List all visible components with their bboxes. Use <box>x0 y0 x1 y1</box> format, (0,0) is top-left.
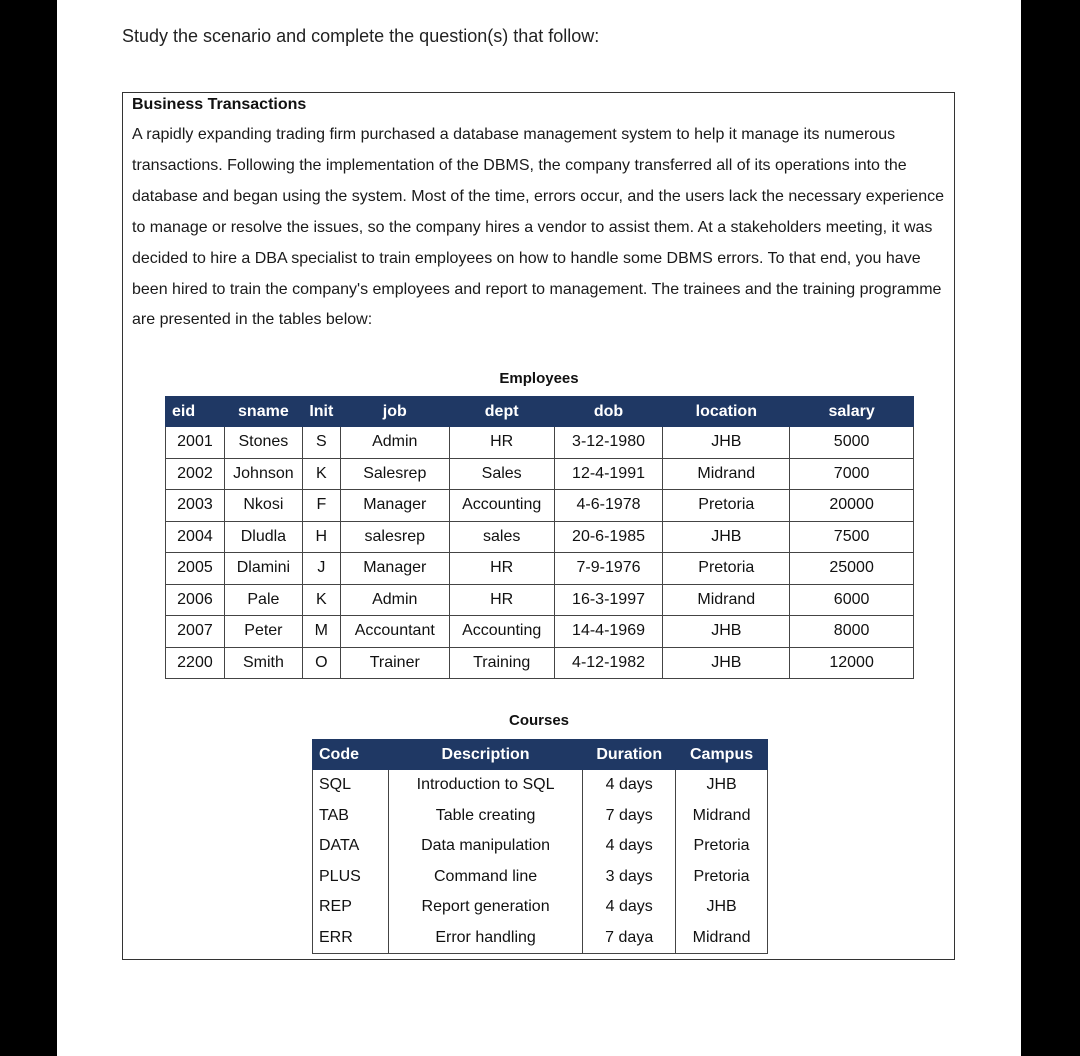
table-cell: K <box>302 458 340 490</box>
table-cell: HR <box>449 553 554 585</box>
table-cell: 4-6-1978 <box>554 490 663 522</box>
table-row <box>313 923 768 954</box>
courses-table <box>312 739 768 954</box>
table-cell: 3-12-1980 <box>554 427 663 459</box>
table-cell: Midrand <box>663 584 790 616</box>
table-row <box>313 862 768 893</box>
intro-text: Study the scenario and complete the question(s) that follow: <box>122 26 600 46</box>
table-cell: 20000 <box>790 490 914 522</box>
courses-header-description: Description <box>388 740 582 770</box>
table-row <box>166 458 914 490</box>
table-cell: DATA <box>313 831 389 862</box>
table-cell: TAB <box>313 801 389 832</box>
courses-caption: Courses <box>508 712 570 729</box>
employees-table <box>165 396 914 679</box>
employees-header-location: location <box>663 397 790 427</box>
table-cell: Introduction to SQL <box>388 770 582 801</box>
table-cell: Pale <box>224 584 302 616</box>
table-row <box>166 427 914 459</box>
table-cell: Stones <box>224 427 302 459</box>
table-cell: 8000 <box>790 616 914 648</box>
table-cell: JHB <box>676 770 768 801</box>
courses-header-campus: Campus <box>676 740 768 770</box>
table-cell: M <box>302 616 340 648</box>
table-cell: O <box>302 647 340 679</box>
table-cell: JHB <box>663 647 790 679</box>
table-cell: 4 days <box>583 770 676 801</box>
table-cell: 12000 <box>790 647 914 679</box>
table-cell: REP <box>313 892 389 923</box>
table-cell: Admin <box>340 427 449 459</box>
table-cell: SQL <box>313 770 389 801</box>
table-cell: 2001 <box>166 427 225 459</box>
table-cell: Table creating <box>388 801 582 832</box>
table-cell: 7000 <box>790 458 914 490</box>
table-cell: 2007 <box>166 616 225 648</box>
table-row <box>166 553 914 585</box>
scenario-title: Business Transactions <box>132 96 307 113</box>
table-cell: JHB <box>663 521 790 553</box>
table-cell: 4-12-1982 <box>554 647 663 679</box>
table-cell: 2006 <box>166 584 225 616</box>
scenario-paragraph: A rapidly expanding trading firm purchased a database management system to help it manage its numerous transactions. Following the implementation of the DBMS, the company transferred all of its operations into the database and began using the system. Most of the time, errors occur, and the users lack the necessary experience to manage or resolve the issues, so the company hires a vendor to assist them. At a stakeholders meeting, it was decided to hire a DBA specialist to train employees on how to handle some DBMS errors. To that end, you have been hired to train the company's employees and report to management. The trainees and the training programme are presented in the tables below: <box>132 126 944 329</box>
table-cell: Pretoria <box>663 490 790 522</box>
table-cell: Johnson <box>224 458 302 490</box>
employees-header-job: job <box>340 397 449 427</box>
table-row <box>166 490 914 522</box>
table-row <box>313 770 768 801</box>
table-row <box>166 584 914 616</box>
table-cell: Midrand <box>676 923 768 954</box>
table-cell: 25000 <box>790 553 914 585</box>
table-cell: Smith <box>224 647 302 679</box>
table-cell: 7500 <box>790 521 914 553</box>
table-cell: Nkosi <box>224 490 302 522</box>
table-cell: PLUS <box>313 862 389 893</box>
table-cell: 7 days <box>583 801 676 832</box>
table-cell: 14-4-1969 <box>554 616 663 648</box>
table-cell: JHB <box>663 427 790 459</box>
table-cell: Accountant <box>340 616 449 648</box>
table-cell: Command line <box>388 862 582 893</box>
table-cell: HR <box>449 427 554 459</box>
table-row <box>313 892 768 923</box>
table-cell: Manager <box>340 553 449 585</box>
table-cell: 4 days <box>583 831 676 862</box>
employees-header-init: Init <box>302 397 340 427</box>
table-cell: F <box>302 490 340 522</box>
table-cell: 3 days <box>583 862 676 893</box>
courses-header-code: Code <box>313 740 389 770</box>
table-cell: Pretoria <box>676 862 768 893</box>
table-cell: J <box>302 553 340 585</box>
table-cell: Pretoria <box>663 553 790 585</box>
table-cell: Accounting <box>449 616 554 648</box>
table-cell: 6000 <box>790 584 914 616</box>
employees-header-sname: sname <box>224 397 302 427</box>
table-cell: H <box>302 521 340 553</box>
table-cell: 2005 <box>166 553 225 585</box>
table-cell: 12-4-1991 <box>554 458 663 490</box>
table-cell: Trainer <box>340 647 449 679</box>
table-row <box>166 647 914 679</box>
table-cell: Dludla <box>224 521 302 553</box>
table-cell: JHB <box>676 892 768 923</box>
table-cell: 4 days <box>583 892 676 923</box>
table-cell: Peter <box>224 616 302 648</box>
table-cell: 7-9-1976 <box>554 553 663 585</box>
employees-header-eid: eid <box>166 397 225 427</box>
table-row <box>313 801 768 832</box>
table-cell: Midrand <box>676 801 768 832</box>
table-cell: Admin <box>340 584 449 616</box>
table-cell: Error handling <box>388 923 582 954</box>
table-cell: Manager <box>340 490 449 522</box>
document-page <box>57 0 1021 1056</box>
table-row <box>313 831 768 862</box>
table-cell: Accounting <box>449 490 554 522</box>
table-cell: salesrep <box>340 521 449 553</box>
table-cell: 16-3-1997 <box>554 584 663 616</box>
table-cell: sales <box>449 521 554 553</box>
table-cell: K <box>302 584 340 616</box>
employees-header-dob: dob <box>554 397 663 427</box>
table-cell: 2002 <box>166 458 225 490</box>
table-row <box>166 616 914 648</box>
table-cell: Midrand <box>663 458 790 490</box>
table-cell: 20-6-1985 <box>554 521 663 553</box>
table-cell: Sales <box>449 458 554 490</box>
table-cell: Salesrep <box>340 458 449 490</box>
table-cell: JHB <box>663 616 790 648</box>
table-cell: HR <box>449 584 554 616</box>
employees-header-salary: salary <box>790 397 914 427</box>
table-cell: S <box>302 427 340 459</box>
table-cell: Pretoria <box>676 831 768 862</box>
table-cell: 7 daya <box>583 923 676 954</box>
employees-header-dept: dept <box>449 397 554 427</box>
employees-caption: Employees <box>499 370 579 387</box>
table-cell: 2003 <box>166 490 225 522</box>
courses-header-duration: Duration <box>583 740 676 770</box>
table-cell: ERR <box>313 923 389 954</box>
table-cell: Dlamini <box>224 553 302 585</box>
table-cell: 5000 <box>790 427 914 459</box>
table-cell: Data manipulation <box>388 831 582 862</box>
table-cell: 2200 <box>166 647 225 679</box>
table-cell: Report generation <box>388 892 582 923</box>
table-cell: Training <box>449 647 554 679</box>
table-row <box>166 521 914 553</box>
table-cell: 2004 <box>166 521 225 553</box>
